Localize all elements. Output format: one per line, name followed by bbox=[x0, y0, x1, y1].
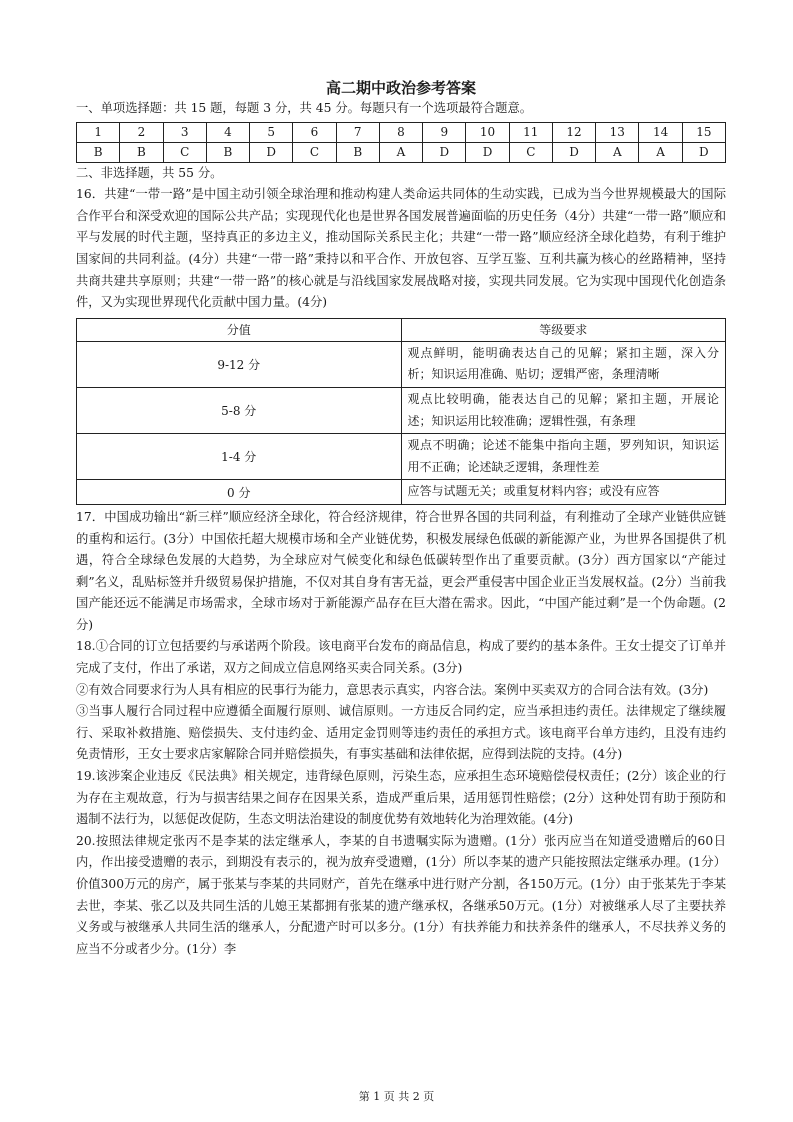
question-number: 8 bbox=[379, 122, 422, 142]
answer-cell: C bbox=[293, 142, 336, 162]
answer-cell: B bbox=[120, 142, 163, 162]
rubric-requirement: 观点鲜明，能明确表达自己的见解；紧扣主题，深入分析；知识运用准确、贴切；逻辑严密，条理清晰 bbox=[401, 341, 726, 387]
rubric-requirement: 观点不明确；论述不能集中指向主题，罗列知识，知识运用不正确；论述缺乏逻辑，条理性差 bbox=[401, 434, 726, 480]
question-number: 9 bbox=[423, 122, 466, 142]
rubric-requirement: 应答与试题无关；或重复材料内容；或没有应答 bbox=[401, 480, 726, 505]
question-number: 7 bbox=[336, 122, 379, 142]
question-number: 2 bbox=[120, 122, 163, 142]
answer-19: 19.该涉案企业违反《民法典》相关规定，违背绿色原则，污染生态，应承担生态环境赔偿侵权责任；(2分）该企业的行为存在主观故意，行为与损害结果之间存在因果关系，造成严重后果，适用惩罚性赔偿；(2分）这种处罚有助于预防和遏制不法行为，以惩促改促防，生态文明法治建设的制度优势有效地转化为治理效能。(4分) bbox=[76, 769, 726, 827]
question-number: 1 bbox=[77, 122, 120, 142]
answer-18-part1: 18.①合同的订立包括要约与承诺两个阶段。该电商平台发布的商品信息，构成了要约的基本条件。王女士提交了订单并完成了支付，作出了承诺，双方之间成立信息网络买卖合同关系。(3分) bbox=[76, 639, 726, 676]
question-number: 11 bbox=[509, 122, 552, 142]
part2-header: 二、非选择题，共 55 分。 bbox=[76, 165, 223, 180]
question-number: 14 bbox=[639, 122, 682, 142]
rubric-row bbox=[77, 480, 726, 505]
rubric-score: 1-4 分 bbox=[77, 434, 402, 480]
rubric-score: 5-8 分 bbox=[77, 387, 402, 433]
question-number: 13 bbox=[596, 122, 639, 142]
rubric-score: 9-12 分 bbox=[77, 341, 402, 387]
question-number: 10 bbox=[466, 122, 509, 142]
answer-18-part3: ③当事人履行合同过程中应遵循全面履行原则、诚信原则。一方违反合同约定，应当承担违约责任。法律规定了继续履行、采取补救措施、赔偿损失、支付违约金、适用定金罚则等违约责任的承担方式。该电商平台单方违约，且没有违约免责情形，王女士要求店家解除合同并赔偿损失，有事实基础和法律依据，应得到法院的支持。(4分) bbox=[76, 704, 726, 762]
rubric-requirement: 观点比较明确，能表达自己的见解；紧扣主题，开展论述；知识运用比较准确；逻辑性强，有条理 bbox=[401, 387, 726, 433]
question-number: 5 bbox=[250, 122, 293, 142]
rubric-header-row bbox=[77, 318, 726, 341]
page-footer: 第 1 页 共 2 页 bbox=[358, 1090, 435, 1103]
answer-17: 17．中国成功输出“新三样”顺应经济全球化，符合经济规律，符合世界各国的共同利益，有利推动了全球产业链供应链的重构和运行。(3分）中国依托超大规模市场和全产业链优势，积极发展绿色低碳的新能源产业，为世界各国提供了机遇，符合全球绿色发展的大趋势，为全球应对气候变化和绿色低碳转型作出了重要贡献。(3分）西方国家以“产能过剩”名义，乱贴标签并升级贸易保护措施，不仅对其自身有害无益，更会严重侵害中国企业正当发展权益。(2分）当前我国产能还远不能满足市场需求，全球市场对于新能源产品存在巨大潜在需求。因此，“中国产能过剩”是一个伪命题。(2分) bbox=[76, 509, 726, 632]
question-number: 4 bbox=[206, 122, 249, 142]
rubric-header-requirement: 等级要求 bbox=[401, 318, 726, 341]
answer-row bbox=[77, 142, 726, 162]
answer-cell: D bbox=[682, 142, 725, 162]
page-title: 高二期中政治参考答案 bbox=[325, 79, 476, 97]
question-number: 15 bbox=[682, 122, 725, 142]
part1-header: 一、单项选择题：共 15 题，每题 3 分，共 45 分。每题只有一个选项最符合题意。 bbox=[76, 101, 533, 115]
question-number: 12 bbox=[552, 122, 595, 142]
answer-grid bbox=[76, 122, 726, 163]
answer-cell: B bbox=[336, 142, 379, 162]
rubric-row bbox=[77, 341, 726, 387]
answer-20: 20.按照法律规定张丙不是李某的法定继承人，李某的自书遗嘱实际为遗赠。(1分）张丙应当在知道受遗赠后的60日内，作出接受遗赠的表示，到期没有表示的，视为放弃受遗赠，(1分）所以李某的遗产只能按照法定继承办理。(1分）价值300万元的房产，属于张某与李某的共同财产，首先在继承中进行财产分割，各150万元。(1分）由于张某先于李某去世，李某、张乙以及共同生活的儿媳王某都拥有张某的遗产继承权，各继承50万元。(1分）对被继承人尽了主要扶养义务或与被继承人共同生活的继承人，分配遗产时可以多分。(1分）有扶养能力和扶养条件的继承人，不尽扶养义务的应当不分或者少分。(1分）李 bbox=[76, 833, 726, 956]
answer-cell: B bbox=[77, 142, 120, 162]
answer-cell: D bbox=[552, 142, 595, 162]
answer-cell: C bbox=[509, 142, 552, 162]
question-number: 6 bbox=[293, 122, 336, 142]
question-number-row bbox=[77, 122, 726, 142]
answer-sheet bbox=[76, 78, 726, 960]
rubric-row bbox=[77, 434, 726, 480]
answer-cell: A bbox=[596, 142, 639, 162]
answer-cell: B bbox=[206, 142, 249, 162]
question-number: 3 bbox=[163, 122, 206, 142]
answer-cell: A bbox=[639, 142, 682, 162]
answer-cell: A bbox=[379, 142, 422, 162]
answer-16: 16．共建“一带一路”是中国主动引领全球治理和推动构建人类命运共同体的生动实践，已成为当今世界规模最大的国际合作平台和深受欢迎的国际公共产品；实现现代化也是世界各国发展普遍面临的历史任务（4分）共建“一带一路”顺应和平与发展的时代主题，坚持真正的多边主义，推动国际关系民主化；共建“一带一路”顺应经济全球化趋势，有利于维护国家间的共同利益。(4分）共建“一带一路”秉持以和平合作、开放包容、互学互鉴、互利共赢为核心的丝路精神，坚持共商共建共享原则；共建“一带一路”的核心就是与沿线国家发展战略对接，实现共同发展。它为实现中国现代化创造条件，又为实现世界现代化贡献中国力量。(4分) bbox=[76, 187, 726, 310]
rubric-score: 0 分 bbox=[77, 480, 402, 505]
answer-cell: D bbox=[466, 142, 509, 162]
answer-cell: D bbox=[423, 142, 466, 162]
answer-cell: D bbox=[250, 142, 293, 162]
rubric-row bbox=[77, 387, 726, 433]
answer-18-part2: ②有效合同要求行为人具有相应的民事行为能力，意思表示真实，内容合法。案例中买卖双方的合同合法有效。(3分) bbox=[76, 682, 709, 697]
answer-cell: C bbox=[163, 142, 206, 162]
rubric-header-score: 分值 bbox=[77, 318, 402, 341]
scoring-rubric bbox=[76, 318, 726, 505]
